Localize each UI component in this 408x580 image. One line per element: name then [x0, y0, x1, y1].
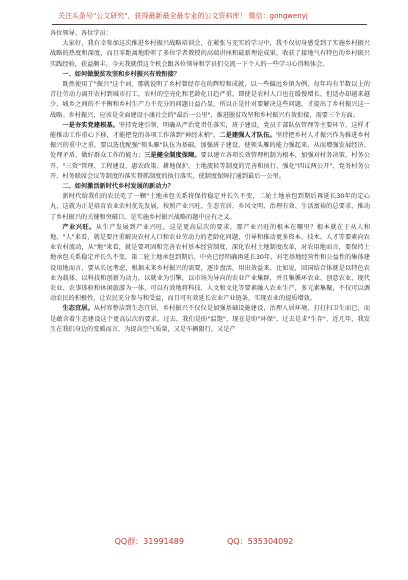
document-body [50, 29, 370, 525]
ecology-text: 从村容整洁到生态宜居，乡村振兴不仅仅是加强基础设施建设，治理人居环境，打打扫卫生而已，而是蕴含着生态建设这个更高层次的要求。过去，我们是盼"温饱"，现在是盼"环保"，过去是求"生存"，近几年，我发生在我们身边的变暖而言，为提高空气质量，又是车辆限行，又是产 [50, 305, 370, 333]
point-one-text: 坚持党建引领，明确从严治党责任落实，班子建设，党员干部队伍管理等主要环节，这样才能推动工作重心下移，才能把党的各项工作落到"神经末梢"。 [50, 121, 370, 140]
paragraph-revitalization: 既然使用了"振兴"这个词，那就说明了乡村曾经存在的辉煌和成就，以一些偏远乡镇为例，每年均有半数以上的青壮劳动力离开农村到城市打工，农村的空壳化和老龄化日趋严重，即使是农村人口也在缓慢增长，但适办却越来越少，城乡之间的不平衡和乡村生产力不充分的问题日益凸显，所以正是针对要解决这些问题，才提出了乡村振兴这一战略。乡村振兴，应该是全面建设小康社会的"最后一公里"，推进脱贫攻坚和乡村振兴有效衔接，需要三个方面。 [50, 81, 370, 119]
paragraph-ecology [50, 304, 370, 335]
footer-qq-group: QQ群：31991489 [114, 537, 184, 546]
industry-label: 产业兴旺。 [62, 223, 96, 231]
salutation: 各位领导、各位学员： [50, 30, 112, 37]
header-banner: 关注头条号"公文研究"，获得最新最全最专业的公文资料库！ 微信：gongwenyj [58, 12, 308, 20]
point-one-label: 一是夯实党建根基。 [62, 121, 119, 129]
footer-contact [0, 537, 408, 547]
industry-text: 从生产发展到产业兴旺，这是更高层次的要求。那产业兴旺的根本在哪里？根本就在于从人和地。"人"来看，就是要注重解决农村人口和农业劳动力的老龄化问题，引导和推动更多资本、技术、人才等要素向农业农村流动，从"地"来看，就是要巩固和完善农村基本经营制度，深化农村土地制度改革，对农用地而言，要保持土地承包关系稳定并长久不变，第二轮土地承包到期后，中央已经明确再延长30年，对宅基地经营性和公益性的集体建设用地而言，要从长远考虑，根据未来乡村振兴的需要，逐步盘活，用出效益来。比如说，回国结合体就是以特色农业为载体，以科技和创新为动力，以就业为引擎，以市场为导向的农业产业集群，并且集循环农业、创意农业、现代农业、农事体验和休闲旅游为一体，可以有效地将科技、人文和文化等要素融入农业生产，多元素集聚，不仅可以调动农民的积极性，让农民充分参与和受益，而且可有效延长农业产业链条，实现农业的提质增效。 [50, 223, 370, 303]
header-divider [52, 24, 367, 25]
point-two-label: 二是建强人才队伍。 [219, 132, 276, 140]
paragraph-intro: 大家好，我有幸参加这次推进乡村振兴战略培训会，在紧张与充实的学习中，我不仅切身感受到了实施乡村振兴战略的热度和深度，而且零距离地聆听了多位学者教授的高端讲座和最新理论成果，收获了接地气有特色的乡村振兴实践经验，获益颇丰。今天我就借这个机会跟各位领导和学员们交流一下个人的一些学习心得和体会。 [50, 40, 370, 68]
section-heading-1: 一、如何做脱贫攻坚和乡村振兴有效衔接？ [62, 70, 180, 78]
paragraph-industry [50, 223, 370, 305]
paragraph-new-era: 新时代给我们的农民吃了一颗"土地承包关系将保持稳定并长久不变，二轮土地承包到期后再延长30年的定心丸，这就为正是培育农业农村优先发展，按照产业兴旺、生态宜居、乡风文明、治理有效、生活富裕的总要求，推动了乡村振兴的关键和突破口。是实施乡村振兴战略的题中应有之义。 [50, 193, 370, 221]
paragraph-three-aspects [50, 121, 370, 182]
point-two-text: 坚持把乡村人才振兴作为推进乡村振兴的重中之重，要以选优配强"领头雁"队伍为基础，加强班子建设，使领头雁的能力强起来，从而增强发展经济、处理矛盾、做好群众工作的能力； [50, 132, 370, 160]
ecology-label: 生态宜居。 [62, 305, 94, 313]
point-three-text: 要以建立各项长效管理机制为根本，加强对村务决策、村务公开、"三资"管理、工程建设、惠农政策、耕地保护、土地流转等制度的完善和执行，强化"四议两公开"、党务村务公开、村务联席会议等制度的落实督抓制度的执行落实，使制度保障打通到最后一公里。 [50, 152, 370, 180]
point-three-label: 三是健全制度保障。 [144, 152, 201, 160]
section-heading-2: 二、如何激活新时代乡村发展的新动力？ [62, 183, 174, 191]
footer-qq: QQ：535304092 [227, 537, 294, 546]
